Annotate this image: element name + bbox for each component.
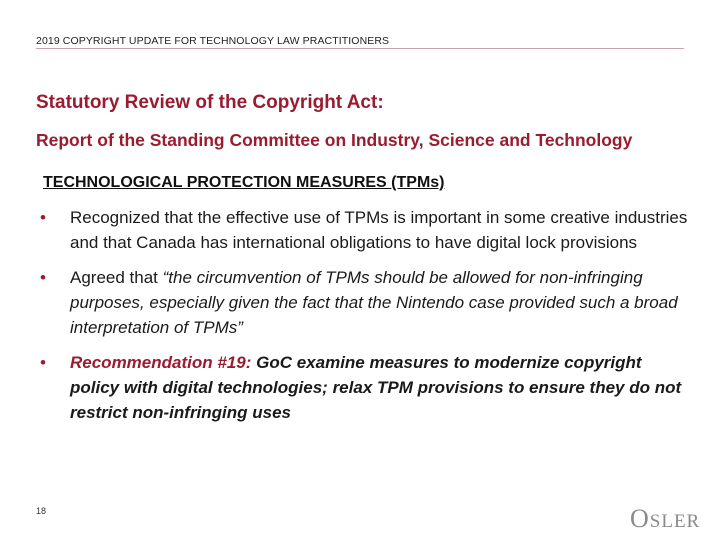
header-divider [36, 48, 684, 49]
header-text: 2019 COPYRIGHT UPDATE FOR TECHNOLOGY LAW PRACTITIONERS [36, 35, 390, 47]
bullet-dot-icon: • [40, 268, 46, 287]
bullet-item [40, 265, 690, 340]
bullet-item [40, 205, 690, 255]
slide-title: Statutory Review of the Copyright Act: [36, 92, 384, 113]
bullet-text-prefix: Agreed that [70, 268, 163, 287]
logo-rest: SLER [649, 511, 701, 532]
logo-initial: O [630, 504, 650, 533]
bullet-list [40, 205, 690, 435]
bullet-quote: “the circumvention of TPMs should be allowed for non-infringing purposes, especially given the fact that the Nintendo case provided such a broad interpretation of TPMs” [70, 268, 678, 337]
bullet-dot-icon: • [40, 353, 46, 372]
osler-logo [630, 504, 700, 534]
bullet-item [40, 350, 690, 425]
bullet-dot-icon: • [40, 208, 46, 227]
recommendation-text: GoC examine measures to modernize copyright policy with digital technologies; relax TPM provisions to ensure they do not restrict non-infringing uses [70, 353, 682, 422]
page-number: 18 [36, 506, 47, 516]
slide-subtitle: Report of the Standing Committee on Industry, Science and Technology [36, 130, 633, 150]
bullet-text: Recognized that the effective use of TPMs is important in some creative industries and that Canada has international obligations to have digital lock provisions [70, 208, 688, 252]
recommendation-label: Recommendation #19: [70, 353, 252, 372]
section-heading: TECHNOLOGICAL PROTECTION MEASURES (TPMs) [43, 174, 445, 191]
